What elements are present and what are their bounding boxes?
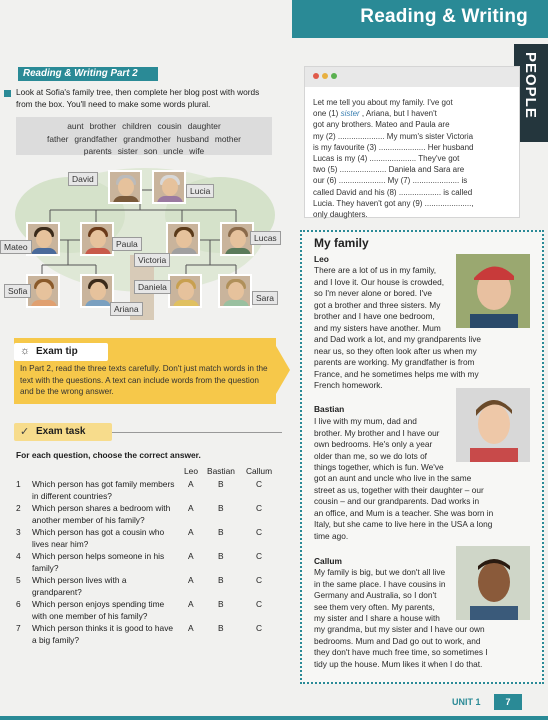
- blog-line: got any brothers. Mateo and Paula are: [313, 120, 450, 130]
- word-box-line-1: [16, 120, 272, 133]
- word-box-line-2: [16, 133, 272, 146]
- option-b[interactable]: B: [218, 623, 224, 633]
- word: parents: [83, 146, 112, 156]
- label-ariana: Ariana: [110, 302, 143, 316]
- word: mother: [214, 133, 241, 144]
- option-a[interactable]: A: [188, 575, 194, 585]
- exam-task-instruction: For each question, choose the correct answer.: [16, 450, 201, 460]
- option-c[interactable]: C: [256, 623, 263, 633]
- word: sister: [117, 146, 138, 156]
- divider: [112, 432, 282, 433]
- callum-name: Callum: [314, 556, 342, 566]
- minimize-dot-icon: [322, 73, 328, 79]
- leo-name: Leo: [314, 254, 329, 264]
- question-number: 4: [16, 551, 21, 561]
- option-a[interactable]: A: [188, 623, 194, 633]
- question-text: Which person lives with a grandparent?: [32, 575, 127, 597]
- close-dot-icon: [313, 73, 319, 79]
- option-c[interactable]: C: [256, 503, 263, 513]
- word: uncle: [163, 146, 184, 156]
- photo-callum: [456, 546, 530, 620]
- family-tree: [0, 160, 290, 320]
- exercise-bullet: [4, 90, 11, 97]
- word: husband: [176, 133, 209, 144]
- option-a[interactable]: A: [188, 479, 194, 489]
- question-text: Which person has got family members in different countries?: [32, 479, 175, 501]
- label-daniela: Daniela: [134, 280, 171, 294]
- photo-lucia: [152, 170, 186, 204]
- option-c[interactable]: C: [256, 599, 263, 609]
- blog-line: my (2) ..................... My mum's sister Victoria: [313, 131, 474, 141]
- bastian-paragraph-bottom: got an aunt and uncle who live in the same street as us, together with their daughter – our cousin – and our grandparents. Dad works in an office, and Mum is a teacher. She was born in Italy, but she came to live here in the USA a long time ago.: [314, 473, 494, 541]
- label-david: David: [68, 172, 98, 186]
- word: children: [122, 121, 152, 131]
- lightbulb-icon: ☼: [20, 345, 31, 357]
- unit-label: UNIT 1: [452, 697, 481, 707]
- photo-bastian: [456, 388, 530, 462]
- option-c[interactable]: C: [256, 479, 263, 489]
- side-tab-label: PEOPLE: [522, 52, 539, 119]
- photo-daniela: [168, 274, 202, 308]
- question-text: Which person has got a cousin who lives near him?: [32, 527, 165, 549]
- exam-task-heading: [14, 423, 112, 441]
- blog-line: Lucia. They haven't got any (9) .....................,: [313, 198, 474, 208]
- photo-sara: [218, 274, 252, 308]
- section-banner: [292, 0, 548, 38]
- exam-task-title: Exam task: [36, 426, 86, 437]
- option-c[interactable]: C: [256, 551, 263, 561]
- label-lucia: Lucia: [186, 184, 214, 198]
- page-number: 7: [494, 694, 522, 710]
- blog-line: is my favourite (3) ..................... Her husband: [313, 142, 474, 152]
- question-text: Which person helps someone in his family?: [32, 551, 165, 573]
- label-mateo: Mateo: [0, 240, 32, 254]
- question-number: 6: [16, 599, 21, 609]
- word: father: [47, 133, 69, 144]
- word: cousin: [157, 121, 182, 131]
- photo-ariana: [80, 274, 114, 308]
- photo-victoria: [166, 222, 200, 256]
- question-text: Which person thinks it is good to have a big family?: [32, 623, 174, 645]
- word: son: [143, 146, 158, 156]
- label-victoria: Victoria: [134, 253, 170, 267]
- option-b[interactable]: B: [218, 527, 224, 537]
- option-c[interactable]: C: [256, 575, 263, 585]
- photo-leo: [456, 254, 530, 328]
- word-box: [16, 117, 272, 155]
- bottom-rule: [0, 716, 548, 720]
- option-a[interactable]: A: [188, 527, 194, 537]
- blog-line: two (5) ..................... Daniela and Sara are: [313, 165, 465, 175]
- blog-window-bar: [305, 67, 519, 87]
- label-lucas: Lucas: [250, 231, 281, 245]
- option-b[interactable]: B: [218, 551, 224, 561]
- word: aunt: [67, 121, 84, 131]
- part-heading: [18, 67, 158, 81]
- question-number: 3: [16, 527, 21, 537]
- callum-paragraph-bottom: my grandma, but my sister and I have our own bedrooms. Mum and Dad go out to work, and they don't have much free time, so sometimes I tidy up the house. Mum likes it when I do that.: [314, 624, 488, 669]
- photo-lucas: [220, 222, 254, 256]
- leo-paragraph-top: There are a lot of us in my family, and I love it. Our house is crowded, so I'm never alone or bored. I've got a brother and three sisters. My brother and I have one bedroom, and my sisters have another. Mum: [314, 265, 445, 333]
- exam-tip-title: Exam tip: [36, 346, 78, 357]
- word: brother: [89, 121, 117, 131]
- blog-line: one (1) sister , Ariana, but I haven't: [313, 109, 437, 119]
- option-b[interactable]: B: [218, 599, 224, 609]
- instruction-text: Look at Sofia's family tree, then complete her blog post with words from the box. You'll need to make some words plural.: [16, 87, 260, 109]
- word: daughter: [187, 121, 221, 131]
- blog-line: called David and his (8) ................... is called: [313, 187, 473, 197]
- photo-paula: [80, 222, 114, 256]
- maximize-dot-icon: [331, 73, 337, 79]
- example-answer: sister: [340, 109, 360, 119]
- question-text: Which person shares a bedroom with another member of his family?: [32, 503, 171, 525]
- question-number: 5: [16, 575, 21, 585]
- bastian-name: Bastian: [314, 404, 345, 414]
- label-sofia: Sofia: [4, 284, 31, 298]
- word: wife: [189, 146, 205, 156]
- exam-tip-text: In Part 2, read the three texts carefully. Don't just match words in the text with the questions. A text can include words from the question and be the wrong answer.: [20, 364, 268, 396]
- photo-david: [108, 170, 142, 204]
- question-number: 1: [16, 479, 21, 489]
- blog-line: only daughters.: [313, 210, 368, 220]
- label-paula: Paula: [112, 237, 142, 251]
- option-a[interactable]: A: [188, 551, 194, 561]
- exam-tip-heading: [14, 343, 108, 361]
- word: grandmother: [123, 133, 171, 144]
- label-sara: Sara: [252, 291, 278, 305]
- option-b[interactable]: B: [218, 479, 224, 489]
- blog-line: Lucas is my (4) ..................... They've got: [313, 154, 460, 164]
- callum-paragraph-top: My family is big, but we don't all live in the same place. I have cousins in Germany and Australia, so I don't see them very often. My parents, my sister and I share a house with: [314, 567, 446, 623]
- section-title: Reading & Writing: [360, 6, 528, 27]
- column-bastian: Bastian: [207, 466, 235, 476]
- word-box-line-3: [16, 145, 272, 158]
- option-a[interactable]: A: [188, 599, 194, 609]
- blog-line: Let me tell you about my family. I've got: [313, 98, 453, 107]
- column-callum: Callum: [246, 466, 273, 476]
- option-a[interactable]: A: [188, 503, 194, 513]
- option-c[interactable]: C: [256, 527, 263, 537]
- bastian-paragraph-top: I live with my mum, dad and brother. My brother and I have our own bedrooms. He's only a year older than me, so we do lots of things together, which is fun. We've: [314, 416, 444, 472]
- my-family-title: My family: [314, 236, 369, 250]
- question-text: Which person enjoys spending time with one member of his family?: [32, 599, 165, 621]
- column-leo: Leo: [184, 466, 198, 476]
- checkmark-icon: ✓: [20, 426, 30, 438]
- leo-paragraph-bottom: and Dad work a lot, and my grandparents live near us, so they often look after us when my parents are working. My grandfather is from France, and he sometimes helps me with my French homework.: [314, 334, 481, 390]
- question-number: 7: [16, 623, 21, 633]
- option-b[interactable]: B: [218, 575, 224, 585]
- word: grandfather: [74, 133, 118, 144]
- question-number: 2: [16, 503, 21, 513]
- option-b[interactable]: B: [218, 503, 224, 513]
- part-label: Reading & Writing Part 2: [23, 68, 138, 79]
- blog-line: our (6) ..................... My (7) ..................... is: [313, 176, 468, 186]
- blog-post-window: [304, 66, 520, 218]
- blog-post-text: [313, 97, 513, 220]
